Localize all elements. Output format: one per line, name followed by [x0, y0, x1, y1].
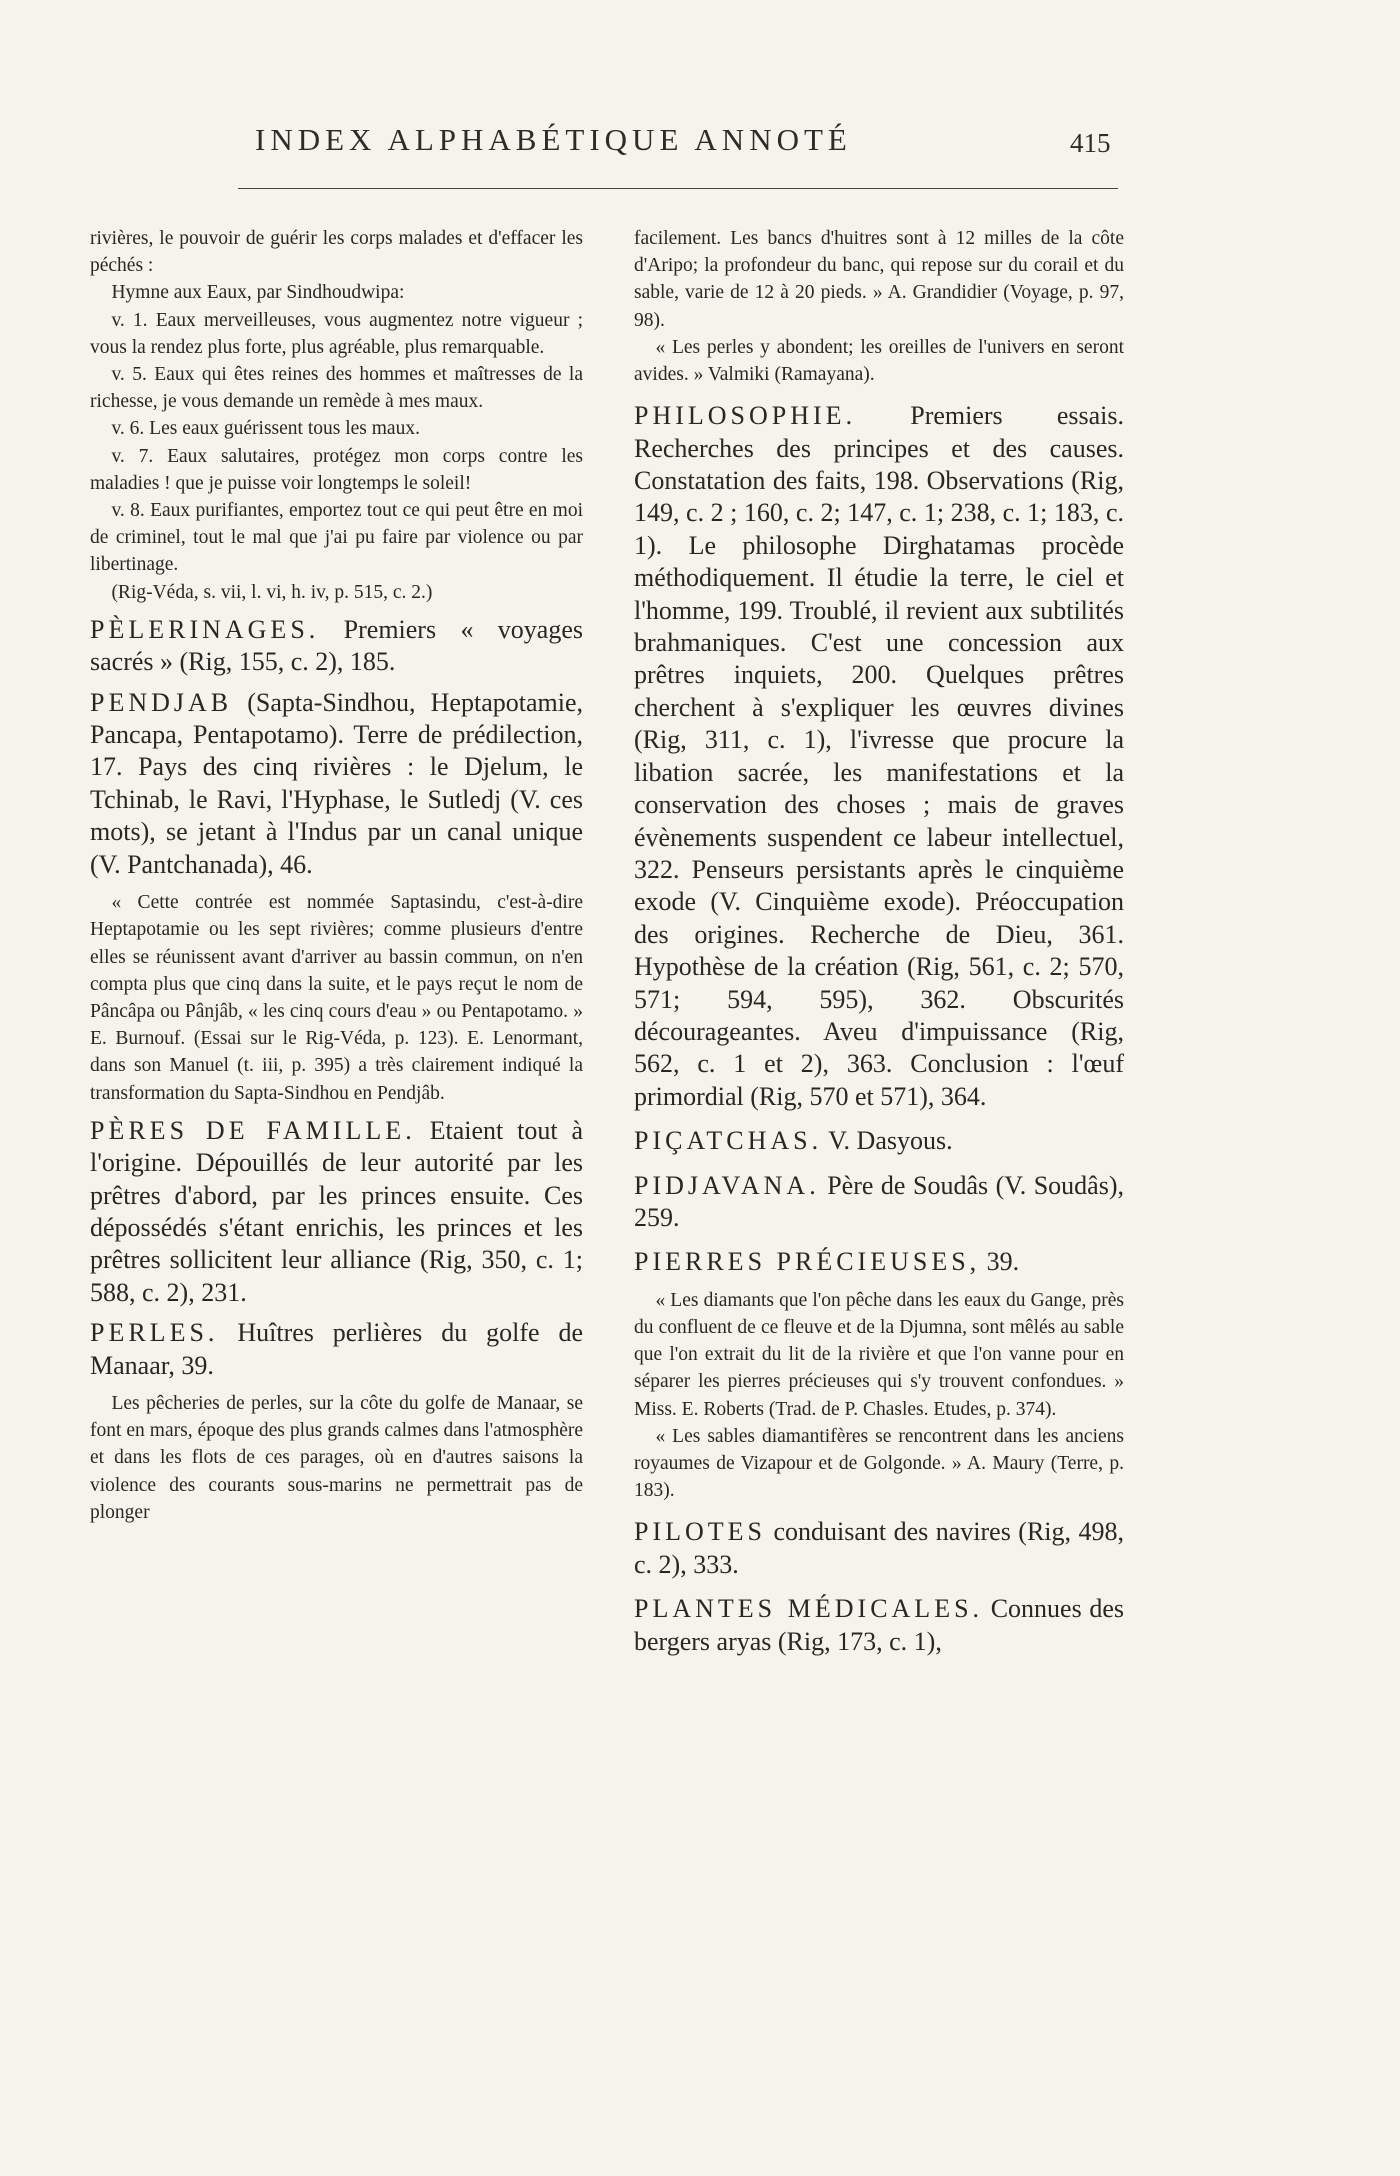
right-column [634, 225, 1124, 1658]
quote: « Les perles y abondent; les oreilles de l'univers en seront avides. » Valmiki (Ramayana). [634, 336, 1124, 386]
running-title: INDEX ALPHABÉTIQUE ANNOTÉ [255, 122, 852, 157]
verse-7: v. 7. Eaux salutaires, protégez mon corps contre les maladies ! que je puisse voir longtemps le soleil! [90, 445, 583, 494]
entry-head: PIDJAVANA. [634, 1170, 820, 1200]
entry-pelerinages [90, 614, 583, 679]
verse-8: v. 8. Eaux purifiantes, emportez tout ce qui peut être en moi de criminel, tout le mal que j'ai pu faire par violence ou par libertinage. [90, 500, 583, 576]
verse-5: v. 5. Eaux qui êtes reines des hommes et maîtresses de la richesse, je vous demande un remède à mes maux. [90, 364, 583, 413]
entry-head: PÈLERINAGES. [90, 614, 320, 644]
continued-quote: facilement. Les bancs d'huitres sont à 12 milles de la côte d'Aripo; la profondeur du banc, qui repose sur du corail et du sable, varie de 12 à 20 pieds. » A. Grandidier (Voyage, p. 97, 98). [634, 228, 1124, 331]
verse-6: v. 6. Les eaux guérissent tous les maux. [111, 418, 420, 440]
entry-text: 39. [986, 1247, 1020, 1277]
entry-head: PHILOSOPHIE. [634, 401, 857, 431]
entry-text: Premiers « voyages sacrés » (Rig, 155, c. 2), 185. [90, 614, 584, 677]
entry-peres [90, 1115, 583, 1309]
entry-pendjab [90, 687, 583, 881]
header-rule [238, 188, 1118, 189]
entry-quote: « Les sables diamantifères se rencontrent dans les anciens royaumes de Vizapour et de Golgonde. » A. Maury (Terre, p. 183). [634, 1425, 1124, 1502]
entry-pidjavana [634, 1170, 1124, 1235]
entry-text: conduisant des navires (Rig, 498, c. 2), 333. [634, 1517, 1125, 1579]
entry-quote: « Cette contrée est nommée Saptasindu, c'est-à-dire Heptapotamie ou les sept rivières; comme plusieurs d'entre elles se réunissent avant d'arriver au bassin commun, on n'en compta plus que cinq dans la suite, et le pays reçut le nom de Pâncâpa ou Pânjâb, « les cinq cours d'eau » ou Pentapotamo. » E. Burnouf. (Essai sur le Rig-Véda, p. 123). E. Lenormant, dans son Manuel (t. iii, p. 395) a très clairement indiqué la transformation du Sapta-Sindhou en Pendjâb. [90, 892, 583, 1104]
continued-paragraph: rivières, le pouvoir de guérir les corps malades et d'effacer les péchés : [90, 228, 583, 277]
entry-text: Père de Soudâs (V. Soudâs), 259. [634, 1170, 1124, 1232]
entry-pierres [634, 1246, 1124, 1278]
entry-head: PILOTES [634, 1517, 766, 1547]
page-header [0, 112, 1400, 172]
entry-picatchas [634, 1125, 1124, 1157]
entry-head: PLANTES MÉDICALES. [634, 1594, 984, 1624]
entry-quote: « Les diamants que l'on pêche dans les eaux du Gange, près du confluent de ce fleuve et de la Djumna, sont mêlés au sable que l'on extrait du lit de la rivière et que l'on vanne pour en séparer les pierres précieuses qui s'y trouvent confondues. » Miss. E. Roberts (Trad. de P. Chasles. Etudes, p. 374). [634, 1289, 1124, 1420]
entry-head: PÈRES DE FAMILLE. [90, 1115, 416, 1145]
entry-text: Etaient tout à l'origine. Dépouillés de leur autorité par les prêtres d'abord, par les princes ensuite. Ces dépossédés s'étant enrichis, les princes et les prêtres sollicitent leur alliance (Rig, 350, c. 1; 588, c. 2), 231. [90, 1115, 583, 1307]
entry-philosophie [634, 400, 1124, 1113]
citation: (Rig-Véda, s. vii, l. vi, h. iv, p. 515, c. 2.) [111, 581, 433, 603]
entry-head: PIÇATCHAS. [634, 1126, 823, 1156]
left-column [90, 225, 583, 1526]
page-number: 415 [1070, 128, 1111, 158]
entry-text: Premiers essais. Recherches des principes et des causes. Constatation des faits, 198. Observations (Rig, 149, c. 2 ; 160, c. 2; 147, c. 1; 238, c. 1; 183, c. 1). Le philosophe Dirghatamas procède méthodiquement. Il étudie la terre, le ciel et l'homme, 199. Troublé, il revient aux subtilités brahmaniques. C'est une concession aux prêtres inquiets, 200. Quelques prêtres cherchent à s'expliquer les œuvres divines (Rig, 311, c. 1), l'ivresse que procure la libation sacrée, les manifestations et la conservation des choses ; mais de graves évènements suspendent ce labeur intellectuel, 322. Penseurs persistants après le cinquième exode (V. Cinquième exode). Préoccupation des origines. Recherche de Dieu, 361. Hypothèse de la création (Rig, 561, c. 2; 570, 571; 594, 595), 362. Obscurités décourageantes. Aveu d'impuissance (Rig, 562, c. 1 et 2), 363. Conclusion : l'œuf primordial (Rig, 570 et 571), 364. [634, 401, 1124, 1111]
entry-text: V. Dasyous. [828, 1126, 953, 1156]
entry-head: PIERRES PRÉCIEUSES, [634, 1247, 981, 1277]
entry-text: Huîtres perlières du golfe de Manaar, 39. [90, 1318, 583, 1380]
entry-text: Connues des bergers aryas (Rig, 173, c. 1), [634, 1594, 1124, 1656]
entry-head: PERLES. [90, 1318, 219, 1348]
entry-pilotes [634, 1516, 1124, 1581]
entry-perles [90, 1317, 583, 1382]
entry-text: (Sapta-Sindhou, Heptapotamie, Pancapa, Pentapotamo). Terre de prédilection, 17. Pays des cinq rivières : le Djelum, le Tchinab, le Ravi, l'Hyphase, le Sutledj (V. ces mots), se jetant à l'Indus par un canal unique (V. Pantchanada), 46. [90, 687, 583, 879]
entry-head: PENDJAB [90, 687, 233, 717]
verse-1: v. 1. Eaux merveilleuses, vous augmentez notre vigueur ; vous la rendez plus forte, plus agréable, plus remarquable. [90, 309, 583, 358]
entry-plantes [634, 1593, 1124, 1658]
entry-quote: Les pêcheries de perles, sur la côte du golfe de Manaar, se font en mars, époque des plus grands calmes dans l'atmosphère et dans les flots de ces parages, où en d'autres saisons la violence des courants sous-marins ne permettrait pas de plonger [90, 1392, 583, 1523]
hymn-title: Hymne aux Eaux, par Sindhoudwipa: [111, 282, 405, 304]
